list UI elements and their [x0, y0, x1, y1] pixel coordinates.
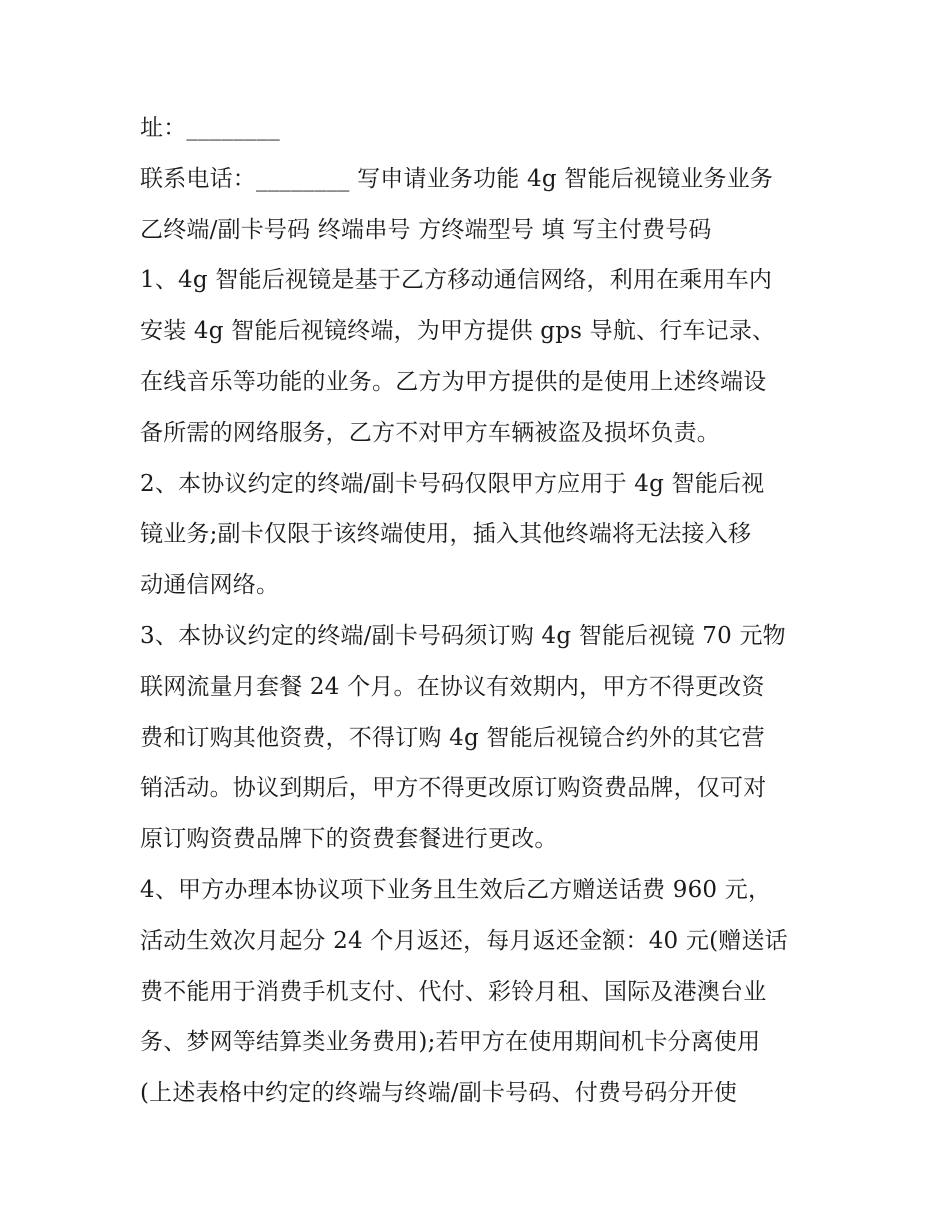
- clause-3-line-1: 3、本协议约定的终端/副卡号码须订购 4g 智能后视镜 70 元物: [140, 622, 786, 649]
- clause-3-line-2: 联网流量月套餐 24 个月。在协议有效期内，甲方不得更改资: [140, 673, 765, 700]
- clause-4-line-5: (上述表格中约定的终端与终端/副卡号码、付费号码分开使: [140, 1080, 738, 1107]
- address-line: 址：________: [140, 115, 280, 141]
- clause-3-line-5: 原订购资费品牌下的资费套餐进行更改。: [140, 826, 558, 853]
- clause-1-line-4: 备所需的网络服务，乙方不对甲方车辆被盗及损坏负责。: [140, 419, 720, 446]
- clause-2-line-1: 2、本协议约定的终端/副卡号码仅限甲方应用于 4g 智能后视: [140, 470, 765, 497]
- clause-3-line-4: 销活动。协议到期后，甲方不得更改原订购资费品牌，仅可对: [140, 775, 767, 802]
- clause-4-line-4: 务、梦网等结算类业务费用);若甲方在使用期间机卡分离使用: [140, 1029, 761, 1056]
- phone-line: 联系电话：________ 写申请业务功能 4g 智能后视镜业务业务: [140, 165, 774, 192]
- clause-4-line-1: 4、甲方办理本协议项下业务且生效后乙方赠送话费 960 元，: [140, 876, 772, 903]
- agreement-text: [140, 103, 830, 1119]
- clause-1-line-1: 1、4g 智能后视镜是基于乙方移动通信网络，利用在乘用车内: [140, 267, 773, 294]
- form-fields-line: 乙终端/副卡号码 终端串号 方终端型号 填 写主付费号码: [140, 216, 712, 243]
- clause-2-line-3: 动通信网络。: [140, 572, 280, 599]
- clause-3-line-3: 费和订购其他资费，不得订购 4g 智能后视镜合约外的其它营: [140, 724, 765, 751]
- clause-2-line-2: 镜业务;副卡仅限于该终端使用，插入其他终端将无法接入移: [140, 521, 752, 548]
- clause-1-line-3: 在线音乐等功能的业务。乙方为甲方提供的是使用上述终端设: [140, 368, 767, 395]
- clause-4-line-3: 费不能用于消费手机支付、代付、彩铃月租、国际及港澳台业: [140, 978, 767, 1005]
- clause-4-line-2: 活动生效次月起分 24 个月返还，每月返还金额：40 元(赠送话: [140, 927, 788, 954]
- clause-1-line-2: 安装 4g 智能后视镜终端，为甲方提供 gps 导航、行车记录、: [140, 318, 776, 345]
